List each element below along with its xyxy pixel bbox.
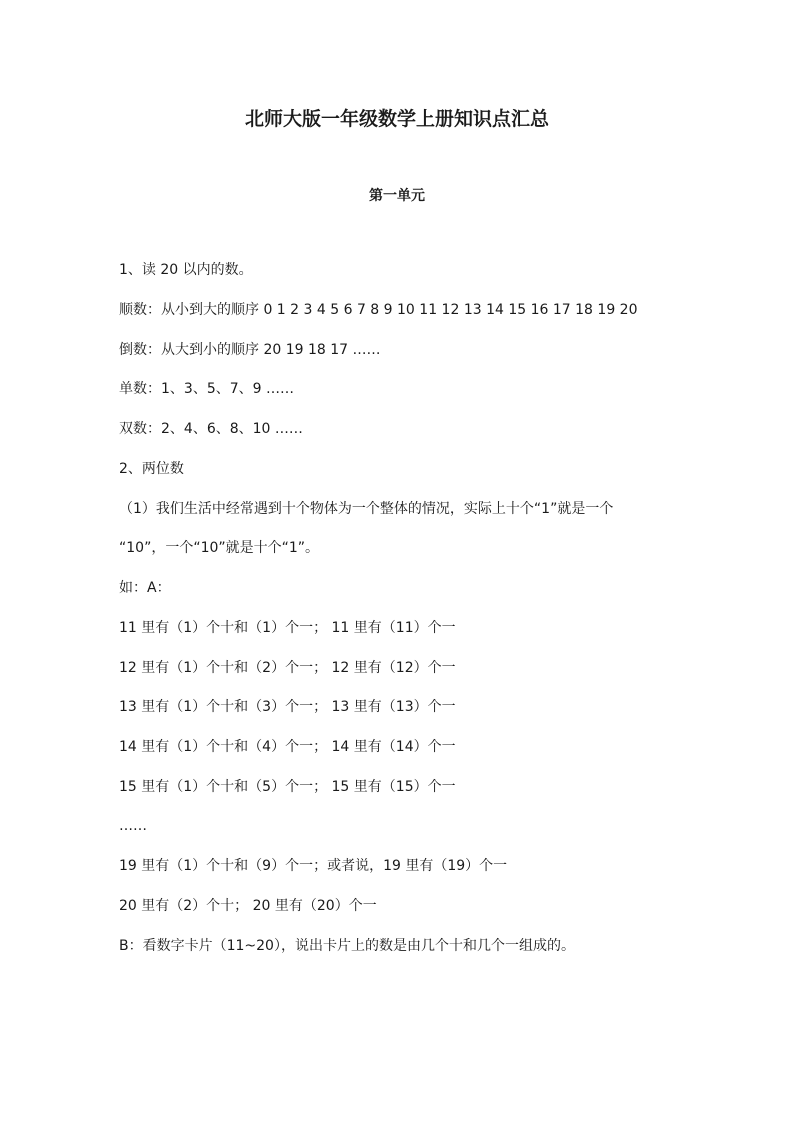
ascending-order-line: 顺数：从小到大的顺序 0 1 2 3 4 5 6 7 8 9 10 11 12 13 14 15 16 17 18 19 20: [119, 302, 638, 318]
section-heading: 第一单元: [369, 188, 425, 204]
document-title: 北师大版一年级数学上册知识点汇总: [244, 108, 549, 130]
example-line-15: 15 里有（1）个十和（5）个一； 15 里有（15）个一: [119, 779, 456, 795]
odd-numbers-line: 单数：1、3、5、7、9 ……: [119, 381, 294, 397]
example-line-19: 19 里有（1）个十和（9）个一；或者说，19 里有（19）个一: [119, 858, 508, 874]
descending-order-line: 倒数：从大到小的顺序 20 19 18 17 ……: [119, 342, 381, 358]
paragraph-line-2: “10”，一个“10”就是十个“1”。: [119, 540, 320, 556]
example-label: 如：A：: [119, 580, 171, 596]
example-line-20: 20 里有（2）个十； 20 里有（20）个一: [119, 898, 377, 914]
example-line-13: 13 里有（1）个十和（3）个一； 13 里有（13）个一: [119, 699, 456, 715]
example-line-12: 12 里有（1）个十和（2）个一； 12 里有（12）个一: [119, 660, 456, 676]
example-line-14: 14 里有（1）个十和（4）个一； 14 里有（14）个一: [119, 739, 456, 755]
ellipsis-line: ……: [119, 818, 147, 834]
paragraph-line-1: （1）我们生活中经常遇到十个物体为一个整体的情况，实际上十个“1”就是一个: [119, 501, 614, 517]
item-heading-two-digit: 2、两位数: [119, 461, 184, 477]
example-b-line: B：看数字卡片（11~20），说出卡片上的数是由几个十和几个一组成的。: [119, 938, 575, 954]
item-heading-read-numbers: 1、读 20 以内的数。: [119, 262, 253, 278]
even-numbers-line: 双数：2、4、6、8、10 ……: [119, 421, 303, 437]
example-line-11: 11 里有（1）个十和（1）个一； 11 里有（11）个一: [119, 620, 456, 636]
